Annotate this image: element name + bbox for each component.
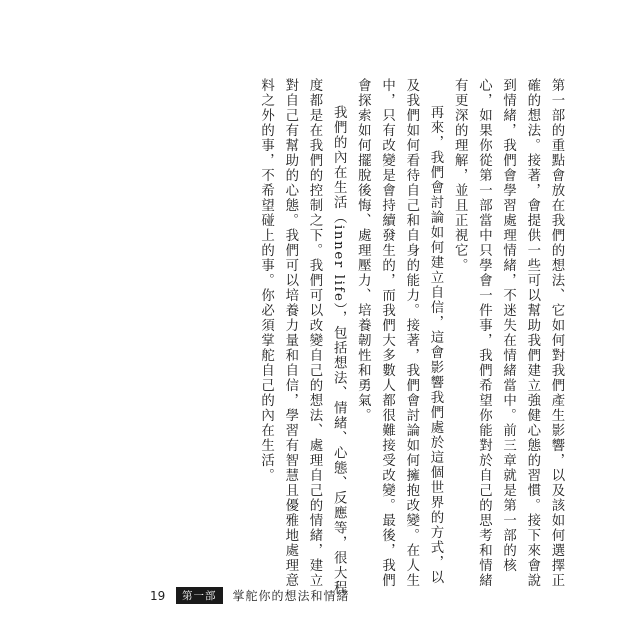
page-number: 19	[150, 588, 166, 603]
paragraph-2: 再來，我們會討論如何建立自信，這會影響我們處於這個世界的方式，以及我們如何看待自己和自身的能力。接著，我們會討論如何擁抱改變。在人生中，只有改變是會持續發生的，而我們大多數人都很難接受改變。最後，我們會探索如何擺脫後悔、處理壓力、培養韌性和勇氣。	[355, 78, 443, 588]
body-text	[68, 78, 568, 598]
part-badge: 第一部	[176, 587, 223, 604]
paragraph-1: 第一部的重點會放在我們的想法、它如何對我們產生影響，以及該如何選擇正確的想法。接著，會提供一些可以幫助我們建立強健心態的習慣。接下來會說到情緒，我們會學習處理情緒，不迷失在情緒當中。前三章就是第一部的核心，如果你從第一部當中只學會一件事，我們希望你能對於自己的思考和情緒有更深的理解，並且正視它。	[452, 78, 564, 588]
paragraph-3: 我們的內在生活（inner life），包括想法、情緒、心態、反應等，很大程度都是在我們的控制之下。我們可以改變自己的想法、處理自己的情緒，建立對自己有幫助的心態。我們可以培養力量和自信，學習有智慧且優雅地處理意料之外的事，不希望碰上的事。你必須掌舵自己的內在生活。	[258, 78, 347, 596]
part-title: 掌舵你的想法和情緒	[232, 589, 350, 603]
page-footer	[150, 587, 350, 604]
